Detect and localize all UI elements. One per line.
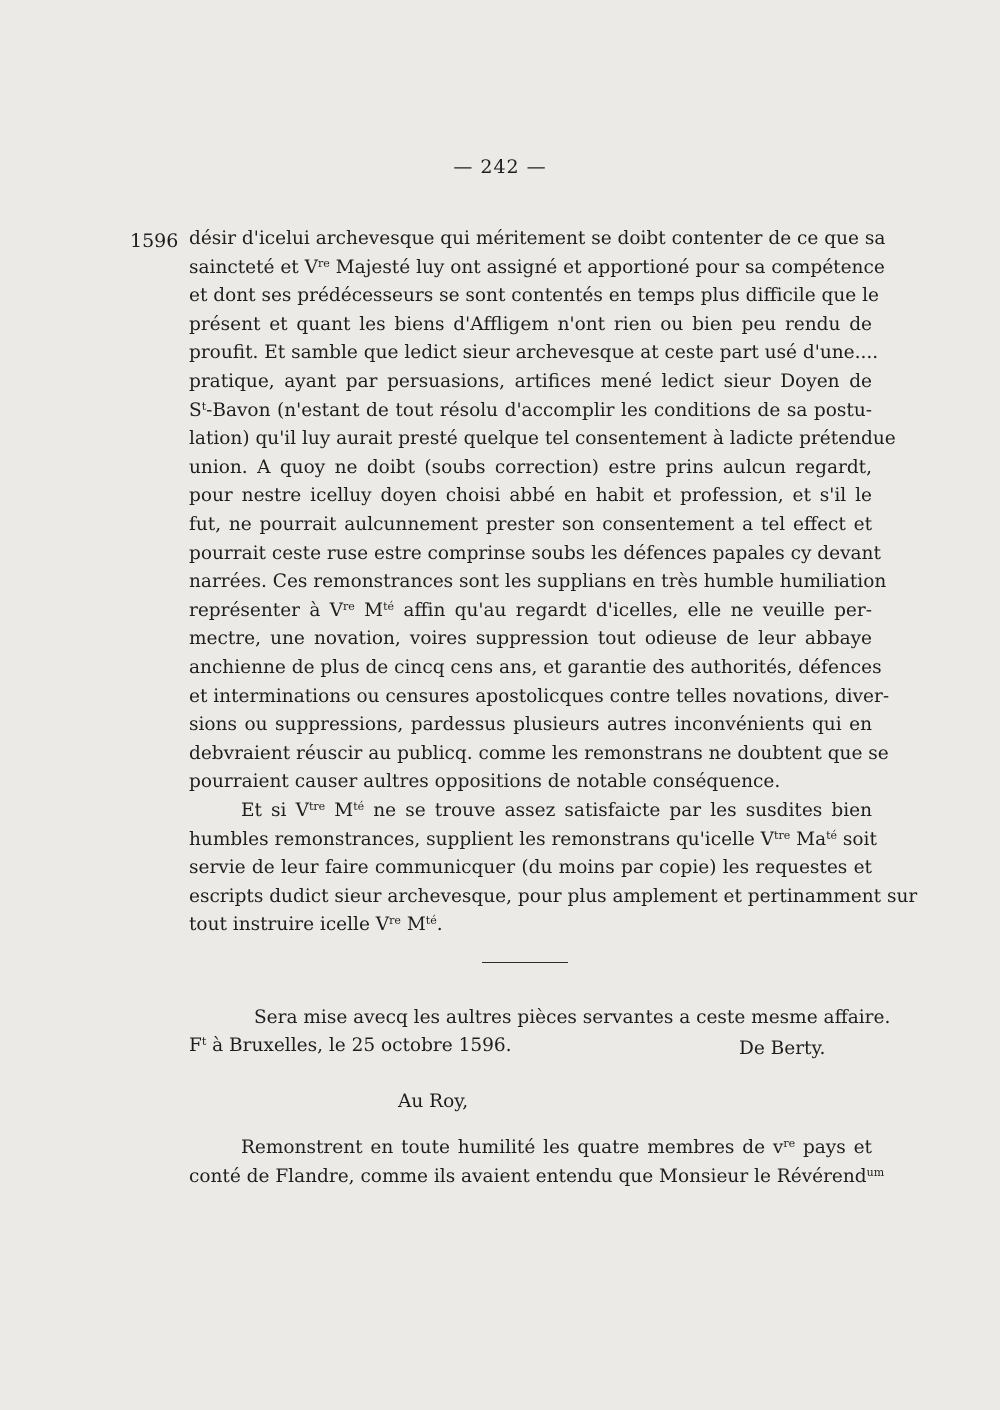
closing-date-rest: à Bruxelles, le 25 octobre 1596. xyxy=(206,1035,512,1056)
text-line: Et si $V^{tre}$ $M^{té}$ ne se trouve assez satisfaicte par les susdites bien xyxy=(241,800,872,821)
separator-rule xyxy=(482,962,568,963)
text-line: mectre, une novation, voires suppression tout odieuse de leur abbaye xyxy=(189,628,872,650)
text-line: pratique, ayant par persuasions, artifices mené ledict sieur Doyen de xyxy=(189,370,872,392)
text-line: escripts dudict sieur archevesque, pour plus amplement et pertinamment sur xyxy=(189,885,918,907)
text-line: tout instruire icelle Vre $M^{té}$. xyxy=(189,914,443,936)
text-line: narrées. Ces remonstrances sont les supplians en très humble humiliation xyxy=(189,571,887,593)
text-line: saincteté et Vre Majesté luy ont assigné et apportioné pour sa compétence xyxy=(189,256,885,278)
page-number: — 242 — xyxy=(453,156,547,178)
text-line: $S^t$-Bavon (n'estant de tout résolu d'accomplir les conditions de sa postu- xyxy=(189,399,872,421)
text-line: anchienne de plus de cincq cens ans, et garantie des authorités, défences xyxy=(189,656,882,678)
text-line: désir d'icelui archevesque qui méritement se doibt contenter de ce que sa xyxy=(189,228,886,249)
text-line: représenter à Vre $M^{té}$ affin qu'au regardt d'icelles, elle ne veuille per- xyxy=(189,599,872,621)
text-line: union. A quoy ne doibt (soubs correction) estre prins aulcun regardt, xyxy=(189,456,872,478)
closing-date-prefix: F xyxy=(189,1035,202,1056)
text-line: humbles remonstrances, supplient les remonstrans qu'icelle $V^{tre}$ $Ma^{té}$ soit xyxy=(189,828,877,850)
text-line: servie de leur faire communicquer (du moins par copie) les requestes et xyxy=(189,857,872,879)
text-line: lation) qu'il luy aurait presté quelque tel consentement à ladicte prétendue xyxy=(189,428,896,450)
margin-year: 1596 xyxy=(130,230,179,252)
closing-note: Sera mise avecq les aultres pièces servantes a ceste mesme affaire. xyxy=(254,1007,891,1028)
text-line: présent et quant les biens d'Affligem n'ont rien ou bien peu rendu de xyxy=(189,313,872,335)
address-line: Au Roy, xyxy=(398,1091,469,1112)
text-line: pour nestre icelluy doyen choisi abbé en habit et profession, et s'il le xyxy=(189,485,872,507)
text-line: proufit. Et samble que ledict sieur archevesque at ceste part usé d'une.... xyxy=(189,342,879,364)
text-line: pourrait ceste ruse estre comprinse soubs les défences papales cy devant xyxy=(189,542,881,564)
paragraph-1 xyxy=(189,225,896,797)
closing-date-line xyxy=(189,1035,512,1056)
text-line: sions ou suppressions, pardessus plusieurs autres inconvénients qui en xyxy=(189,714,872,736)
closing-date-sup: t xyxy=(201,1035,207,1048)
text-line: conté de Flandre, comme ils avaient entendu que Monsieur le Révérend$^{um}$ xyxy=(189,1165,885,1187)
paragraph-2 xyxy=(189,797,918,940)
text-line: fut, ne pourrait aulcunnement prester son consentement a tel effect et xyxy=(189,513,872,535)
text-line: pourraient causer aultres oppositions de notable conséquence. xyxy=(189,771,781,793)
text-line: debvraient réuscir au publicq. comme les remonstrans ne doubtent que se xyxy=(189,742,889,764)
paragraph-3 xyxy=(189,1134,885,1191)
text-line: et interminations ou censures apostolicques contre telles novations, diver- xyxy=(189,685,890,707)
signature: De Berty. xyxy=(739,1038,826,1059)
text-line: Remonstrent en toute humilité les quatre membres de $v^{re}$ pays et xyxy=(241,1137,872,1158)
text-line: et dont ses prédécesseurs se sont contentés en temps plus difficile que le xyxy=(189,285,879,307)
